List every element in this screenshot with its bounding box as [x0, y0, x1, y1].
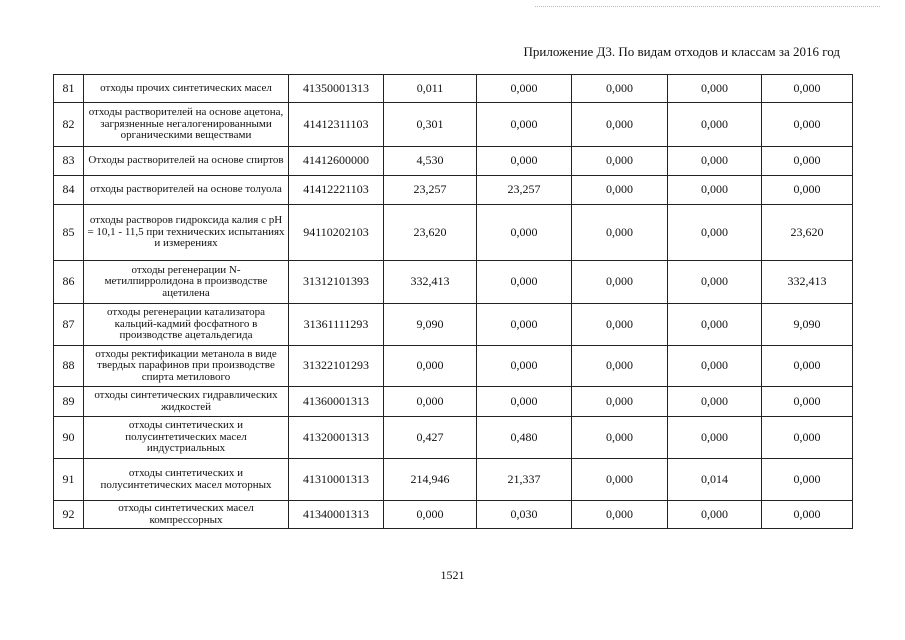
table-row: [54, 176, 853, 205]
waste-code: 41412600000: [289, 147, 384, 176]
row-number: 86: [54, 261, 84, 304]
value-3: 0,000: [572, 103, 668, 147]
waste-code: 31312101393: [289, 261, 384, 304]
value-5: 0,000: [762, 147, 853, 176]
waste-name: отходы растворителей на основе толуола: [84, 176, 289, 205]
waste-code: 41412311103: [289, 103, 384, 147]
value-1: 0,011: [384, 75, 477, 103]
table-row: [54, 261, 853, 304]
waste-name: отходы синтетических и полусинтетических масел индустриальных: [84, 417, 289, 459]
waste-code: 41360001313: [289, 387, 384, 417]
value-3: 0,000: [572, 147, 668, 176]
value-5: 9,090: [762, 304, 853, 346]
waste-code: 41412221103: [289, 176, 384, 205]
value-2: 0,000: [477, 387, 572, 417]
value-4: 0,000: [668, 501, 762, 529]
waste-name: отходы синтетических и полусинтетических масел моторных: [84, 459, 289, 501]
value-2: 21,337: [477, 459, 572, 501]
row-number: 91: [54, 459, 84, 501]
waste-name: отходы растворителей на основе ацетона, загрязненные негалогенированными органическими веществами: [84, 103, 289, 147]
value-5: 0,000: [762, 459, 853, 501]
row-number: 82: [54, 103, 84, 147]
waste-code: 31361111293: [289, 304, 384, 346]
value-3: 0,000: [572, 459, 668, 501]
value-1: 332,413: [384, 261, 477, 304]
value-4: 0,000: [668, 147, 762, 176]
row-number: 88: [54, 346, 84, 387]
value-5: 0,000: [762, 346, 853, 387]
value-5: 23,620: [762, 205, 853, 261]
waste-code: 41310001313: [289, 459, 384, 501]
table-row: [54, 459, 853, 501]
value-1: 214,946: [384, 459, 477, 501]
table-row: [54, 501, 853, 529]
value-5: 332,413: [762, 261, 853, 304]
waste-name: отходы растворов гидроксида калия с pH = 10,1 - 11,5 при технических испытаниях и измерениях: [84, 205, 289, 261]
value-3: 0,000: [572, 176, 668, 205]
value-4: 0,000: [668, 417, 762, 459]
value-2: 23,257: [477, 176, 572, 205]
value-1: 0,000: [384, 346, 477, 387]
table-row: [54, 205, 853, 261]
value-2: 0,000: [477, 147, 572, 176]
table-row: [54, 346, 853, 387]
value-1: 0,000: [384, 387, 477, 417]
value-3: 0,000: [572, 205, 668, 261]
value-4: 0,000: [668, 176, 762, 205]
value-5: 0,000: [762, 501, 853, 529]
waste-name: отходы регенерации катализатора кальций-кадмий фосфатного в производстве ацетальдегида: [84, 304, 289, 346]
value-4: 0,000: [668, 103, 762, 147]
value-4: 0,000: [668, 346, 762, 387]
value-1: 0,301: [384, 103, 477, 147]
table-row: [54, 304, 853, 346]
waste-code: 41320001313: [289, 417, 384, 459]
value-2: 0,480: [477, 417, 572, 459]
table-row: [54, 103, 853, 147]
row-number: 85: [54, 205, 84, 261]
waste-name: отходы ректификации метанола в виде твердых парафинов при производстве спирта метилового: [84, 346, 289, 387]
row-number: 87: [54, 304, 84, 346]
page-header: Приложение Д3. По видам отходов и классам за 2016 год: [523, 44, 840, 59]
value-5: 0,000: [762, 176, 853, 205]
value-2: 0,000: [477, 346, 572, 387]
value-1: 4,530: [384, 147, 477, 176]
value-4: 0,000: [668, 75, 762, 103]
waste-code: 31322101293: [289, 346, 384, 387]
value-4: 0,000: [668, 205, 762, 261]
value-2: 0,000: [477, 75, 572, 103]
value-1: 23,257: [384, 176, 477, 205]
table-row: [54, 75, 853, 103]
value-4: 0,000: [668, 387, 762, 417]
table-row: [54, 417, 853, 459]
value-5: 0,000: [762, 75, 853, 103]
value-3: 0,000: [572, 304, 668, 346]
waste-name: отходы прочих синтетических масел: [84, 75, 289, 103]
waste-code: 41350001313: [289, 75, 384, 103]
waste-name: Отходы растворителей на основе спиртов: [84, 147, 289, 176]
value-2: 0,030: [477, 501, 572, 529]
page-number: 1521: [440, 568, 465, 582]
value-1: 23,620: [384, 205, 477, 261]
waste-code: 94110202103: [289, 205, 384, 261]
row-number: 84: [54, 176, 84, 205]
value-1: 0,427: [384, 417, 477, 459]
value-4: 0,014: [668, 459, 762, 501]
waste-name: отходы синтетических масел компрессорных: [84, 501, 289, 529]
waste-name: отходы синтетических гидравлических жидкостей: [84, 387, 289, 417]
value-4: 0,000: [668, 261, 762, 304]
row-number: 89: [54, 387, 84, 417]
value-5: 0,000: [762, 387, 853, 417]
waste-table: [53, 74, 853, 529]
value-3: 0,000: [572, 346, 668, 387]
table-row: [54, 387, 853, 417]
value-1: 0,000: [384, 501, 477, 529]
value-3: 0,000: [572, 417, 668, 459]
value-1: 9,090: [384, 304, 477, 346]
value-3: 0,000: [572, 75, 668, 103]
value-4: 0,000: [668, 304, 762, 346]
value-2: 0,000: [477, 205, 572, 261]
row-number: 81: [54, 75, 84, 103]
value-2: 0,000: [477, 103, 572, 147]
value-3: 0,000: [572, 387, 668, 417]
table-row: [54, 147, 853, 176]
row-number: 90: [54, 417, 84, 459]
value-5: 0,000: [762, 103, 853, 147]
row-number: 83: [54, 147, 84, 176]
value-3: 0,000: [572, 501, 668, 529]
table-body: [54, 75, 853, 529]
value-2: 0,000: [477, 261, 572, 304]
value-2: 0,000: [477, 304, 572, 346]
scan-artifact-line: [535, 6, 880, 7]
waste-code: 41340001313: [289, 501, 384, 529]
waste-name: отходы регенерации N-метилпирролидона в производстве ацетилена: [84, 261, 289, 304]
value-3: 0,000: [572, 261, 668, 304]
value-5: 0,000: [762, 417, 853, 459]
row-number: 92: [54, 501, 84, 529]
